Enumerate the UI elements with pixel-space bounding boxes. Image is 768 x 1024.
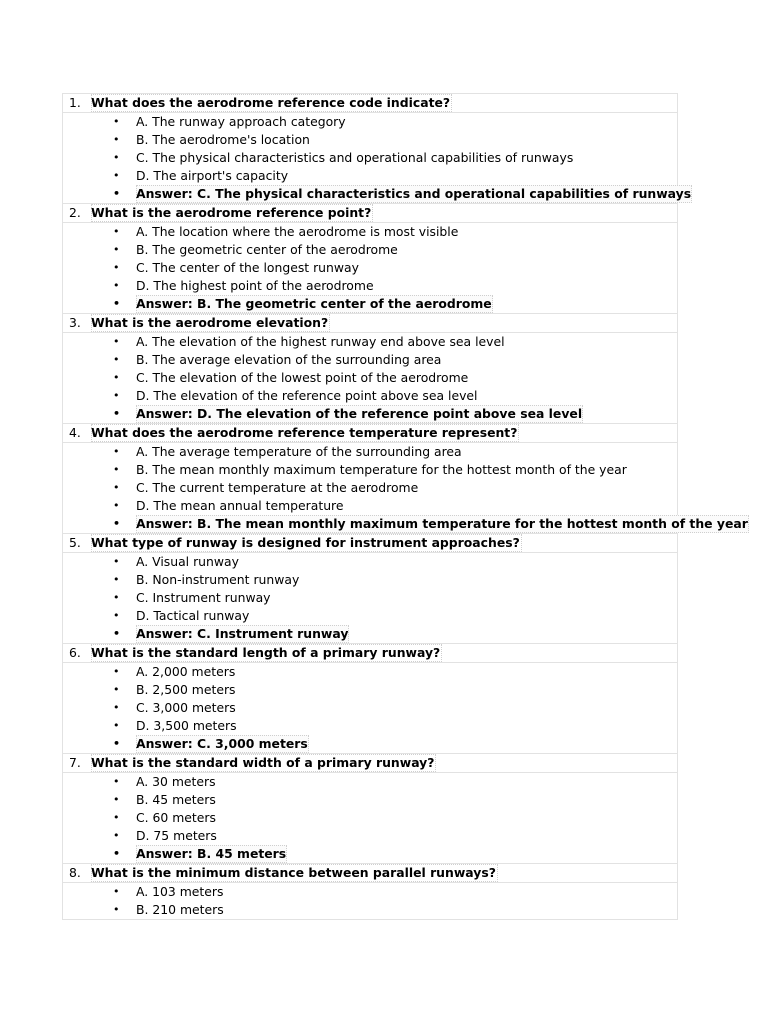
bullet-icon: • [113,499,120,512]
option-text: C. 60 meters [136,810,216,825]
bullet-icon: • [113,169,120,182]
option-item [63,259,677,277]
bullet-icon: • [113,297,121,310]
option-text: B. The aerodrome's location [136,132,310,147]
option-text: A. The location where the aerodrome is most visible [136,224,459,239]
option-list [62,442,748,533]
bullet-icon: • [113,371,120,384]
question-text: What type of runway is designed for instrument approaches? [91,535,520,550]
question-row [62,203,678,222]
option-text: B. Non-instrument runway [136,572,300,587]
answer-item [63,295,677,313]
option-text: B. The average elevation of the surrounding area [136,352,442,367]
option-item [63,277,677,295]
option-list [62,882,678,920]
bullet-icon: • [113,225,120,238]
question-text: What does the aerodrome reference temperature represent? [91,425,518,440]
option-item [63,791,677,809]
option-text: D. 75 meters [136,828,217,843]
option-item [63,387,677,405]
question-text: What does the aerodrome reference code indicate? [91,95,451,110]
bullet-icon: • [113,353,120,366]
question-number: 7. [69,755,81,770]
question-row [62,643,678,662]
option-text: B. The geometric center of the aerodrome [136,242,398,257]
bullet-icon: • [113,737,121,750]
option-text: A. 2,000 meters [136,664,236,679]
bullet-icon: • [113,481,120,494]
option-text: C. The elevation of the lowest point of the aerodrome [136,370,469,385]
option-text: A. The runway approach category [136,114,346,129]
answer-text: Answer: C. The physical characteristics and operational capabilities of runways [136,186,692,201]
option-text: C. 3,000 meters [136,700,236,715]
option-text: D. The mean annual temperature [136,498,344,513]
option-item [63,809,677,827]
option-list [62,112,692,203]
option-text: A. 30 meters [136,774,216,789]
option-item [63,443,677,461]
option-text: D. Tactical runway [136,608,250,623]
question-text: What is the standard length of a primary runway? [91,645,441,660]
option-item [63,699,677,717]
bullet-icon: • [113,445,120,458]
option-item [63,553,677,571]
option-item [63,333,677,351]
option-list [62,662,678,753]
question-block [62,203,678,313]
question-number: 3. [69,315,81,330]
question-row [62,423,678,442]
question-text: What is the aerodrome elevation? [91,315,329,330]
bullet-icon: • [113,609,120,622]
option-item [63,827,677,845]
answer-text: Answer: B. The mean monthly maximum temperature for the hottest month of the year [136,516,748,531]
bullet-icon: • [113,573,120,586]
bullet-icon: • [113,683,120,696]
option-list [62,332,678,423]
question-text: What is the minimum distance between parallel runways? [91,865,496,880]
option-text: B. 2,500 meters [136,682,236,697]
bullet-icon: • [113,847,121,860]
bullet-icon: • [113,591,120,604]
option-item [63,773,677,791]
question-block [62,313,678,423]
question-number: 5. [69,535,81,550]
option-item [63,369,677,387]
question-row [62,313,678,332]
question-block [62,643,678,753]
option-text: B. The mean monthly maximum temperature for the hottest month of the year [136,462,627,477]
question-text: What is the aerodrome reference point? [91,205,372,220]
option-text: D. 3,500 meters [136,718,237,733]
option-text: D. The elevation of the reference point above sea level [136,388,478,403]
question-block [62,533,678,643]
question-block [62,863,678,920]
option-item [63,571,677,589]
question-number: 1. [69,95,81,110]
bullet-icon: • [113,243,120,256]
question-text: What is the standard width of a primary runway? [91,755,435,770]
option-text: C. The center of the longest runway [136,260,359,275]
option-text: C. The physical characteristics and operational capabilities of runways [136,150,574,165]
question-row [62,863,678,882]
question-number: 4. [69,425,81,440]
option-text: A. The elevation of the highest runway end above sea level [136,334,505,349]
option-item [63,901,677,919]
option-text: D. The highest point of the aerodrome [136,278,374,293]
bullet-icon: • [113,517,121,530]
option-item [63,149,677,167]
answer-item [63,185,692,203]
question-row [62,753,678,772]
option-text: A. Visual runway [136,554,239,569]
bullet-icon: • [113,389,120,402]
bullet-icon: • [113,335,120,348]
option-item [63,607,677,625]
option-text: A. The average temperature of the surrounding area [136,444,462,459]
answer-text: Answer: D. The elevation of the reference point above sea level [136,406,583,421]
option-item [63,351,677,369]
bullet-icon: • [113,463,120,476]
option-list [62,222,678,313]
bullet-icon: • [113,133,120,146]
bullet-icon: • [113,555,120,568]
bullet-icon: • [113,775,120,788]
answer-text: Answer: B. 45 meters [136,846,287,861]
question-number: 6. [69,645,81,660]
bullet-icon: • [113,665,120,678]
answer-text: Answer: B. The geometric center of the aerodrome [136,296,492,311]
option-item [63,681,677,699]
question-document [62,93,748,920]
answer-item [63,625,677,643]
option-item [63,479,677,497]
bullet-icon: • [113,261,120,274]
bullet-icon: • [113,701,120,714]
option-item [63,883,677,901]
question-block [62,423,748,533]
bullet-icon: • [113,407,121,420]
question-row [62,533,678,552]
option-item [63,113,677,131]
question-number: 2. [69,205,81,220]
bullet-icon: • [113,829,120,842]
option-item [63,717,677,735]
answer-item [63,405,677,423]
answer-text: Answer: C. Instrument runway [136,626,349,641]
option-item [63,241,677,259]
bullet-icon: • [113,885,120,898]
bullet-icon: • [113,115,120,128]
bullet-icon: • [113,151,120,164]
option-text: B. 45 meters [136,792,216,807]
bullet-icon: • [113,793,120,806]
answer-text: Answer: C. 3,000 meters [136,736,308,751]
answer-item [63,845,677,863]
option-text: A. 103 meters [136,884,224,899]
bullet-icon: • [113,811,120,824]
option-text: B. 210 meters [136,902,224,917]
option-list [62,772,678,863]
bullet-icon: • [113,903,120,916]
option-item [63,167,677,185]
answer-item [63,735,677,753]
bullet-icon: • [113,187,121,200]
option-item [63,663,677,681]
option-item [63,589,677,607]
question-block [62,753,678,863]
question-number: 8. [69,865,81,880]
option-item [63,223,677,241]
bullet-icon: • [113,719,120,732]
option-text: D. The airport's capacity [136,168,289,183]
option-text: C. Instrument runway [136,590,271,605]
option-text: C. The current temperature at the aerodrome [136,480,419,495]
question-block [62,93,692,203]
question-row [62,93,678,112]
answer-item [63,515,748,533]
option-item [63,461,677,479]
option-item [63,497,677,515]
option-list [62,552,678,643]
bullet-icon: • [113,279,120,292]
bullet-icon: • [113,627,121,640]
option-item [63,131,677,149]
